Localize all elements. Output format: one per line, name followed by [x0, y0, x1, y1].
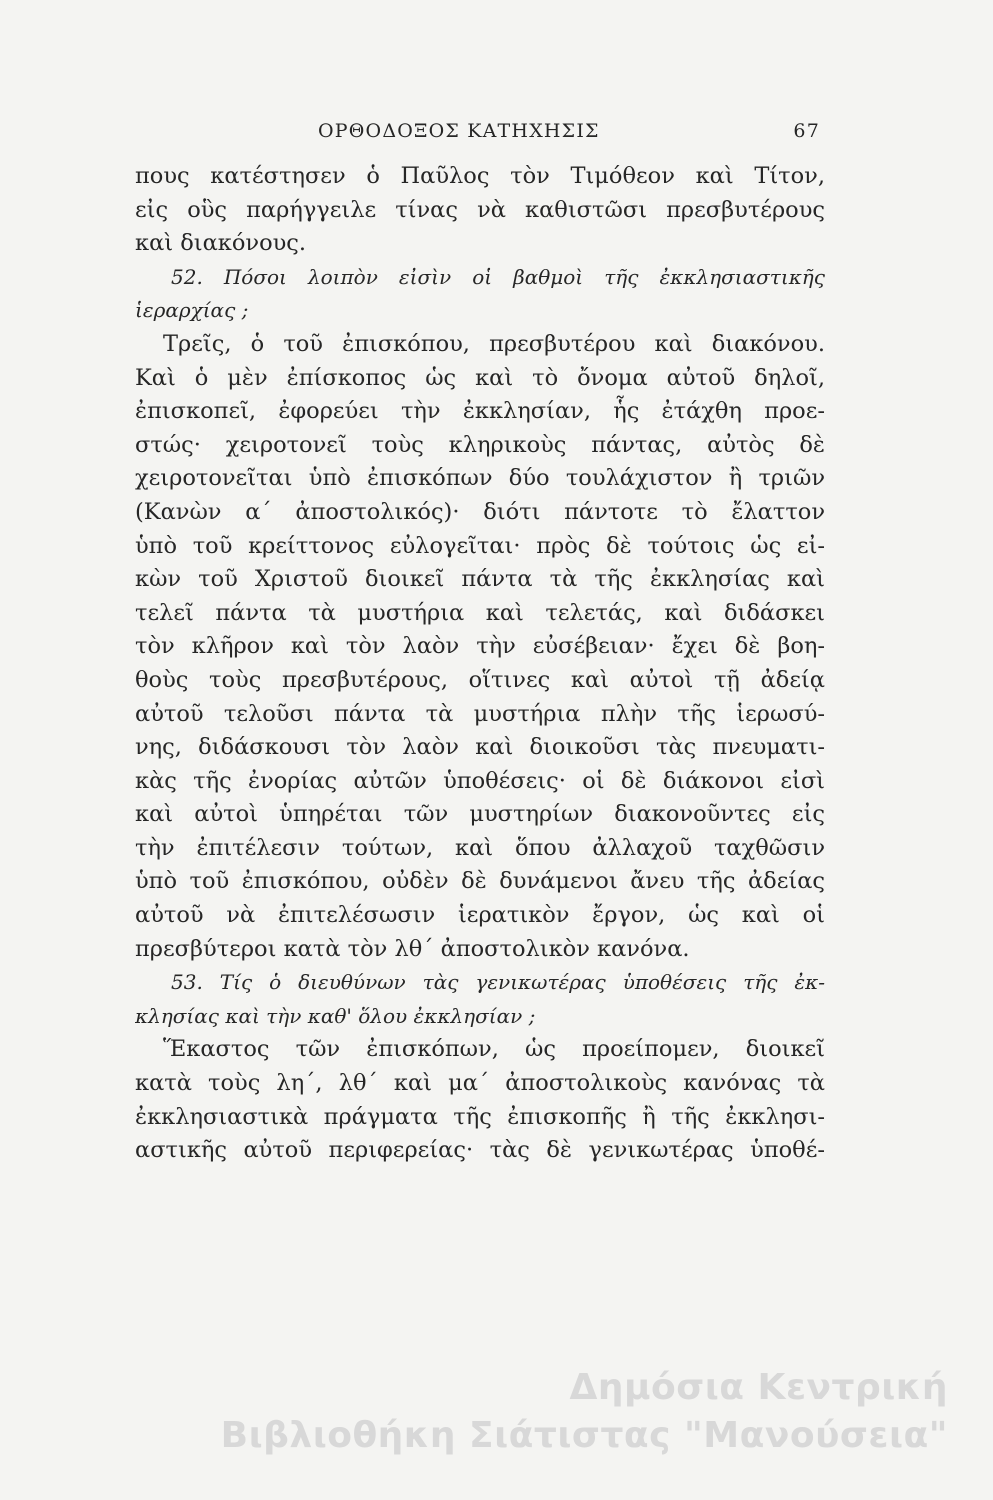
- watermark-line-1: Δημόσια Κεντρική: [569, 1367, 948, 1408]
- answer-52-line: Τρεῖς, ὁ τοῦ ἐπισκόπου, πρεσβυτέρου καὶ διακόνου.: [163, 330, 825, 357]
- text-line: στώς· χειροτονεῖ τοὺς κληρικοὺς πάντας, αὐτὸς δὲ: [135, 431, 825, 458]
- question-52-line: ἱεραρχίας ;: [135, 298, 249, 323]
- text-line: τὸν κλῆρον καὶ τὸν λαὸν τὴν εὐσέβειαν· ἔχει δὲ βοη-: [135, 633, 825, 660]
- text-line: νης, διδάσκουσι τὸν λαὸν καὶ διοικοῦσι τὰς πνευματι-: [135, 734, 825, 761]
- text-line: θοὺς τοὺς πρεσβυτέρους, οἵτινες καὶ αὐτοὶ τῇ ἀδείᾳ: [135, 666, 825, 693]
- text-line: κὰς τῆς ἐνορίας αὐτῶν ὑποθέσεις· οἱ δὲ διάκονοι εἰσὶ: [135, 767, 825, 794]
- text-line: πους κατέστησεν ὁ Παῦλος τὸν Τιμόθεον καὶ Τίτον,: [135, 163, 825, 189]
- page-header: [300, 120, 820, 154]
- text-line: καὶ διακόνους.: [135, 230, 307, 257]
- page-number: 67: [793, 120, 820, 142]
- text-line: ἐπισκοπεῖ, ἐφορεύει τὴν ἐκκλησίαν, ἧς ἐτάχθη προε-: [135, 398, 825, 425]
- question-53-line: 53. Τίς ὁ διευθύνων τὰς γενικωτέρας ὑποθέσεις τῆς ἐκ-: [171, 970, 825, 995]
- text-line: χειροτονεῖται ὑπὸ ἐπισκόπων δύο τουλάχιστον ἢ τριῶν: [135, 465, 825, 492]
- text-line: Καὶ ὁ μὲν ἐπίσκοπος ὡς καὶ τὸ ὄνομα αὐτοῦ δηλοῖ,: [135, 364, 825, 391]
- text-line: κατὰ τοὺς λη΄, λθ΄ καὶ μα΄ ἀποστολικοὺς κανόνας τὰ: [135, 1070, 825, 1097]
- text-line: αὐτοῦ τελοῦσι πάντα τὰ μυστήρια πλὴν τῆς ἱερωσύ-: [135, 700, 825, 727]
- text-line: ὑπὸ τοῦ ἐπισκόπου, οὐδὲν δὲ δυνάμενοι ἄνευ τῆς ἀδείας: [135, 868, 825, 895]
- body-text: [135, 160, 825, 1168]
- text-line: κὼν τοῦ Χριστοῦ διοικεῖ πάντα τὰ τῆς ἐκκλησίας καὶ: [135, 566, 825, 593]
- text-line: ὑπὸ τοῦ κρείττονος εὐλογεῖται· πρὸς δὲ τούτοις ὡς εἰ-: [135, 532, 825, 559]
- text-line: τὴν ἐπιτέλεσιν τούτων, καὶ ὅπου ἀλλαχοῦ ταχθῶσιν: [135, 834, 825, 861]
- running-title: ΟΡΘΟΔΟΞΟΣ ΚΑΤΗΧΗΣΙΣ: [318, 120, 600, 142]
- text-line: (Κανὼν α΄ ἀποστολικός)· διότι πάντοτε τὸ ἔλαττον: [135, 498, 825, 525]
- watermark-line-2: Βιβλιοθήκη Σιάτιστας "Μανούσεια": [220, 1415, 948, 1456]
- library-watermark: [221, 1364, 948, 1460]
- question-53-line: κλησίας καὶ τὴν καθ' ὅλου ἐκκλησίαν ;: [135, 1003, 536, 1028]
- text-line: αὐτοῦ νὰ ἐπιτελέσωσιν ἱερατικὸν ἔργον, ὡς καὶ οἱ: [135, 902, 825, 929]
- text-line: ἐκκλησιαστικὰ πράγματα τῆς ἐπισκοπῆς ἢ τῆς ἐκκλησι-: [135, 1103, 825, 1130]
- text-line: πρεσβύτεροι κατὰ τὸν λθ΄ ἀποστολικὸν κανόνα.: [135, 935, 690, 962]
- text-line: καὶ αὐτοὶ ὑπηρέται τῶν μυστηρίων διακονοῦντες εἰς: [135, 801, 825, 828]
- text-line: αστικῆς αὐτοῦ περιφερείας· τὰς δὲ γενικωτέρας ὑποθέ-: [135, 1137, 825, 1164]
- question-52-line: 52. Πόσοι λοιπὸν εἰσὶν οἱ βαθμοὶ τῆς ἐκκλησιαστικῆς: [171, 264, 825, 289]
- text-line: τελεῖ πάντα τὰ μυστήρια καὶ τελετάς, καὶ διδάσκει: [135, 599, 825, 626]
- text-line: εἰς οὓς παρήγγειλε τίνας νὰ καθιστῶσι πρεσβυτέρους: [135, 196, 825, 223]
- answer-53-line: Ἕκαστος τῶν ἐπισκόπων, ὡς προείπομεν, διοικεῖ: [163, 1036, 825, 1063]
